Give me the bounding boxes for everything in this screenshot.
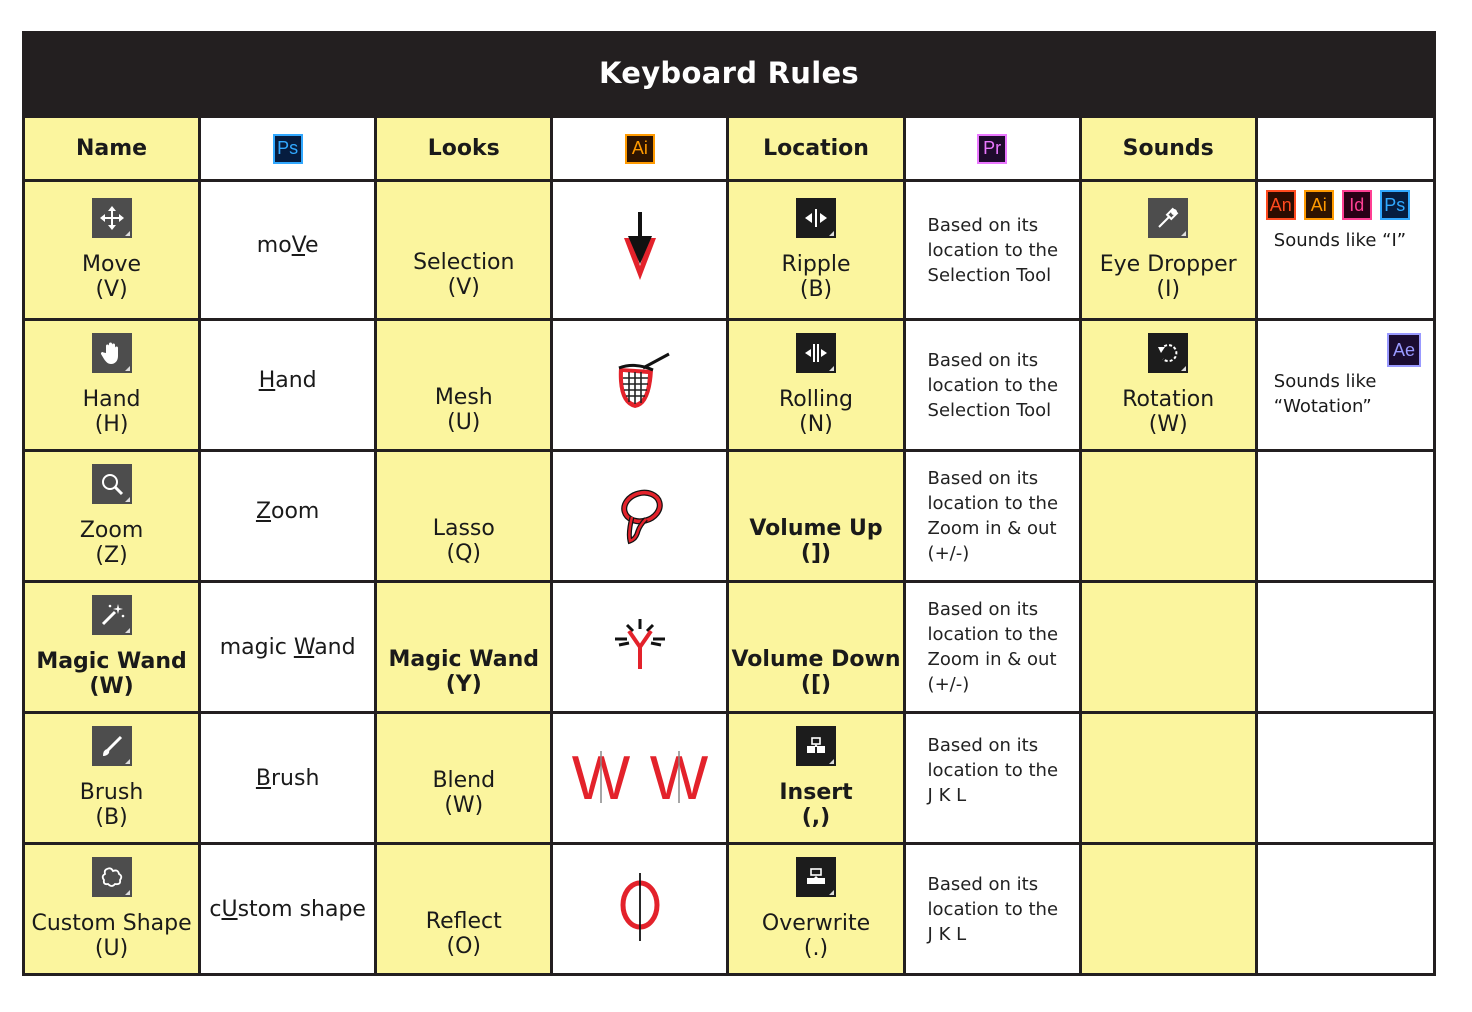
location-note	[906, 348, 1079, 423]
insert-icon	[796, 726, 836, 766]
tool-name: Magic Wand	[36, 649, 187, 674]
tool-name: Magic Wand	[388, 647, 539, 672]
mesh-net-icon	[605, 348, 675, 418]
mnemonic-post: rush	[271, 765, 320, 791]
custom-shape-tool-icon	[92, 857, 132, 897]
ai-tool-cell	[376, 451, 552, 582]
mnemonic-text	[201, 635, 374, 660]
photoshop-badge-icon: Ps	[1380, 190, 1410, 220]
pr-note-cell	[904, 320, 1080, 451]
note-line: location to the	[927, 239, 1059, 261]
sound-tool-cell	[1080, 451, 1256, 582]
mnemonic-pre: mo	[256, 232, 292, 258]
note-line: location to the	[927, 759, 1059, 781]
tool-name: Zoom	[79, 518, 144, 543]
tool-shortcut: (O)	[446, 934, 482, 959]
note-line: Selection Tool	[927, 399, 1052, 421]
tool-name: Move	[82, 252, 142, 277]
tool-shortcut: ([)	[800, 672, 832, 697]
header-sounds-label: Sounds	[1122, 136, 1214, 161]
header-name-label: Name	[76, 136, 148, 161]
ai-look-cell	[552, 320, 728, 451]
sound-note-cell	[1256, 713, 1434, 844]
pr-note-cell	[904, 451, 1080, 582]
pr-tool-cell	[728, 320, 904, 451]
location-note	[906, 733, 1079, 808]
sound-note: Sounds like “I”	[1273, 230, 1407, 251]
tool-name: Reflect	[425, 909, 502, 934]
mnemonic-cell	[200, 582, 376, 713]
note-line: Sounds like	[1273, 371, 1377, 392]
tool-shortcut: (W)	[444, 793, 484, 818]
illustrator-badge-icon: Ai	[625, 134, 655, 164]
note-line: (+/-)	[927, 543, 970, 564]
sound-tool-cell	[1080, 582, 1256, 713]
mnemonic-text	[201, 499, 374, 524]
sound-tool-cell	[1080, 844, 1256, 975]
tool-shortcut: (H)	[94, 412, 129, 437]
location-note	[906, 213, 1079, 288]
ps-tool-cell	[24, 451, 200, 582]
tool-name: Volume Up	[749, 516, 883, 541]
sound-note-cell	[1256, 844, 1434, 975]
header-pr	[904, 117, 1080, 181]
note-line: Zoom in & out	[927, 518, 1057, 539]
mnemonic-key: B	[255, 765, 271, 791]
hand-tool-icon	[92, 333, 132, 373]
ripple-edit-icon	[796, 198, 836, 238]
selection-arrow-v-icon	[610, 208, 670, 288]
mnemonic-post: oom	[271, 498, 320, 524]
header-sounds	[1080, 117, 1256, 181]
mnemonic-cell	[200, 844, 376, 975]
overwrite-icon	[796, 857, 836, 897]
table-row	[24, 181, 1435, 320]
header-looks-label: Looks	[427, 136, 500, 161]
note-line: Based on its	[927, 468, 1039, 489]
header-row	[24, 117, 1435, 181]
note-line: J K L	[927, 784, 967, 806]
mnemonic-key: Z	[255, 498, 272, 524]
pr-note-cell	[904, 582, 1080, 713]
tool-name: Blend	[432, 768, 496, 793]
mnemonic-pre: magic	[219, 634, 294, 660]
location-note	[906, 466, 1079, 566]
ai-tool-cell	[376, 582, 552, 713]
note-line: Based on its	[927, 349, 1039, 371]
after-effects-badge-icon: Ae	[1387, 333, 1421, 367]
table-row	[24, 320, 1435, 451]
zoom-tool-icon	[92, 464, 132, 504]
ai-look-cell	[552, 451, 728, 582]
sound-tool-cell	[1080, 181, 1256, 320]
sound-tool-cell	[1080, 713, 1256, 844]
ai-tool-cell	[376, 181, 552, 320]
note-line: J K L	[927, 923, 967, 945]
tool-shortcut: (I)	[1156, 277, 1181, 302]
blend-letter-left: W	[571, 744, 631, 811]
mnemonic-key: U	[221, 896, 238, 922]
header-location-label: Location	[763, 136, 869, 161]
ai-look-cell	[552, 582, 728, 713]
illustrator-badge-icon: Ai	[1304, 190, 1334, 220]
rules-table	[22, 115, 1436, 976]
tool-shortcut: (B)	[95, 805, 128, 830]
ps-tool-cell	[24, 582, 200, 713]
tool-shortcut: (U)	[94, 936, 129, 961]
note-line: (+/-)	[927, 674, 970, 695]
rolling-edit-icon	[796, 333, 836, 373]
tool-name: Brush	[79, 780, 144, 805]
tool-shortcut: (Z)	[95, 543, 128, 568]
tool-shortcut: (N)	[799, 412, 833, 437]
tool-shortcut: (Q)	[446, 541, 482, 566]
eyedropper-icon	[1148, 198, 1188, 238]
tool-shortcut: (B)	[799, 277, 833, 302]
blend-letter-right: W	[649, 744, 709, 811]
sound-note-cell	[1256, 181, 1434, 320]
note-line: Based on its	[927, 599, 1039, 620]
ai-tool-cell	[376, 844, 552, 975]
header-ps	[200, 117, 376, 181]
tool-name: Rolling	[778, 387, 853, 412]
mnemonic-cell	[200, 181, 376, 320]
tool-shortcut: (U)	[447, 410, 481, 435]
ps-tool-cell	[24, 844, 200, 975]
mnemonic-key: V	[291, 232, 305, 258]
mnemonic-key: W	[293, 634, 315, 660]
tool-shortcut: (V)	[447, 275, 480, 300]
table-row	[24, 713, 1435, 844]
tool-name: Overwrite	[761, 911, 871, 936]
brush-tool-icon	[92, 726, 132, 766]
note-line: “Wotation”	[1273, 396, 1372, 417]
pr-note-cell	[904, 844, 1080, 975]
lasso-q-icon	[610, 479, 670, 549]
location-note	[906, 872, 1079, 947]
pr-tool-cell	[728, 844, 904, 975]
mnemonic-text	[201, 897, 374, 922]
ai-look-cell	[552, 181, 728, 320]
ps-tool-cell	[24, 320, 200, 451]
mnemonic-post: stom shape	[237, 896, 366, 922]
sound-note-cell	[1256, 582, 1434, 713]
pr-tool-cell	[728, 451, 904, 582]
tool-shortcut: (W)	[1148, 412, 1188, 437]
tool-name: Ripple	[781, 252, 851, 277]
mnemonic-pre: c	[209, 896, 222, 922]
table-row	[24, 582, 1435, 713]
note-line: location to the	[927, 374, 1059, 396]
page-title: Keyboard Rules	[599, 56, 859, 90]
photoshop-badge-icon: Ps	[273, 134, 303, 164]
header-name	[24, 117, 200, 181]
premiere-badge-icon: Pr	[977, 134, 1007, 164]
tool-shortcut: (])	[800, 541, 832, 566]
table-row	[24, 844, 1435, 975]
pr-tool-cell	[728, 713, 904, 844]
move-tool-icon	[92, 198, 132, 238]
mnemonic-cell	[200, 320, 376, 451]
tool-shortcut: (,)	[801, 805, 831, 830]
ps-tool-cell	[24, 181, 200, 320]
mnemonic-post: e	[305, 232, 319, 258]
tool-name: Custom Shape	[31, 911, 192, 936]
location-note	[906, 597, 1079, 697]
tool-name: Selection	[413, 250, 515, 275]
tool-shortcut: (Y)	[445, 672, 482, 697]
pr-tool-cell	[728, 181, 904, 320]
pr-note-cell	[904, 713, 1080, 844]
header-looks	[376, 117, 552, 181]
indesign-badge-icon: Id	[1342, 190, 1372, 220]
note-line: Selection Tool	[927, 264, 1052, 286]
mnemonic-cell	[200, 713, 376, 844]
title-bar	[22, 31, 1436, 115]
ps-tool-cell	[24, 713, 200, 844]
header-blank	[1256, 117, 1434, 181]
mnemonic-text	[201, 368, 374, 393]
mnemonic-post: and	[314, 634, 356, 660]
header-location	[728, 117, 904, 181]
ai-tool-cell	[376, 713, 552, 844]
tool-shortcut: (.)	[803, 936, 829, 961]
tool-name: Eye Dropper	[1099, 252, 1237, 277]
magic-wand-y-icon	[605, 615, 675, 675]
keyboard-rules-chart	[22, 31, 1436, 976]
mnemonic-text	[201, 233, 374, 258]
pr-tool-cell	[728, 582, 904, 713]
mnemonic-post: and	[275, 367, 317, 393]
tool-name: Insert	[779, 780, 853, 805]
tool-name: Lasso	[432, 516, 495, 541]
tool-shortcut: (V)	[95, 277, 128, 302]
note-line: location to the	[927, 493, 1059, 514]
pr-note-cell	[904, 181, 1080, 320]
note-line: Based on its	[927, 214, 1039, 236]
reflect-o-icon	[610, 867, 670, 947]
table-row	[24, 451, 1435, 582]
header-ai	[552, 117, 728, 181]
animate-badge-icon: An	[1266, 190, 1296, 220]
ai-look-cell	[552, 844, 728, 975]
mnemonic-key: H	[258, 367, 276, 393]
blend-w-icon	[565, 741, 715, 811]
ai-look-cell	[552, 713, 728, 844]
mnemonic-cell	[200, 451, 376, 582]
note-line: Based on its	[927, 734, 1039, 756]
ai-tool-cell	[376, 320, 552, 451]
note-line: Based on its	[927, 873, 1039, 895]
note-line: Zoom in & out	[927, 649, 1057, 670]
note-line: location to the	[927, 624, 1059, 645]
mnemonic-text	[201, 766, 374, 791]
rotation-icon	[1148, 333, 1188, 373]
magic-wand-tool-icon	[92, 595, 132, 635]
tool-name: Rotation	[1122, 387, 1215, 412]
sound-note-cell	[1256, 320, 1434, 451]
note-line: location to the	[927, 898, 1059, 920]
sound-note	[1258, 369, 1433, 419]
tool-name: Mesh	[434, 385, 493, 410]
app-badges	[1258, 190, 1433, 220]
tool-name: Volume Down	[731, 647, 901, 672]
sound-tool-cell	[1080, 320, 1256, 451]
tool-shortcut: (W)	[89, 674, 134, 699]
tool-name: Hand	[82, 387, 141, 412]
sound-note-cell	[1256, 451, 1434, 582]
